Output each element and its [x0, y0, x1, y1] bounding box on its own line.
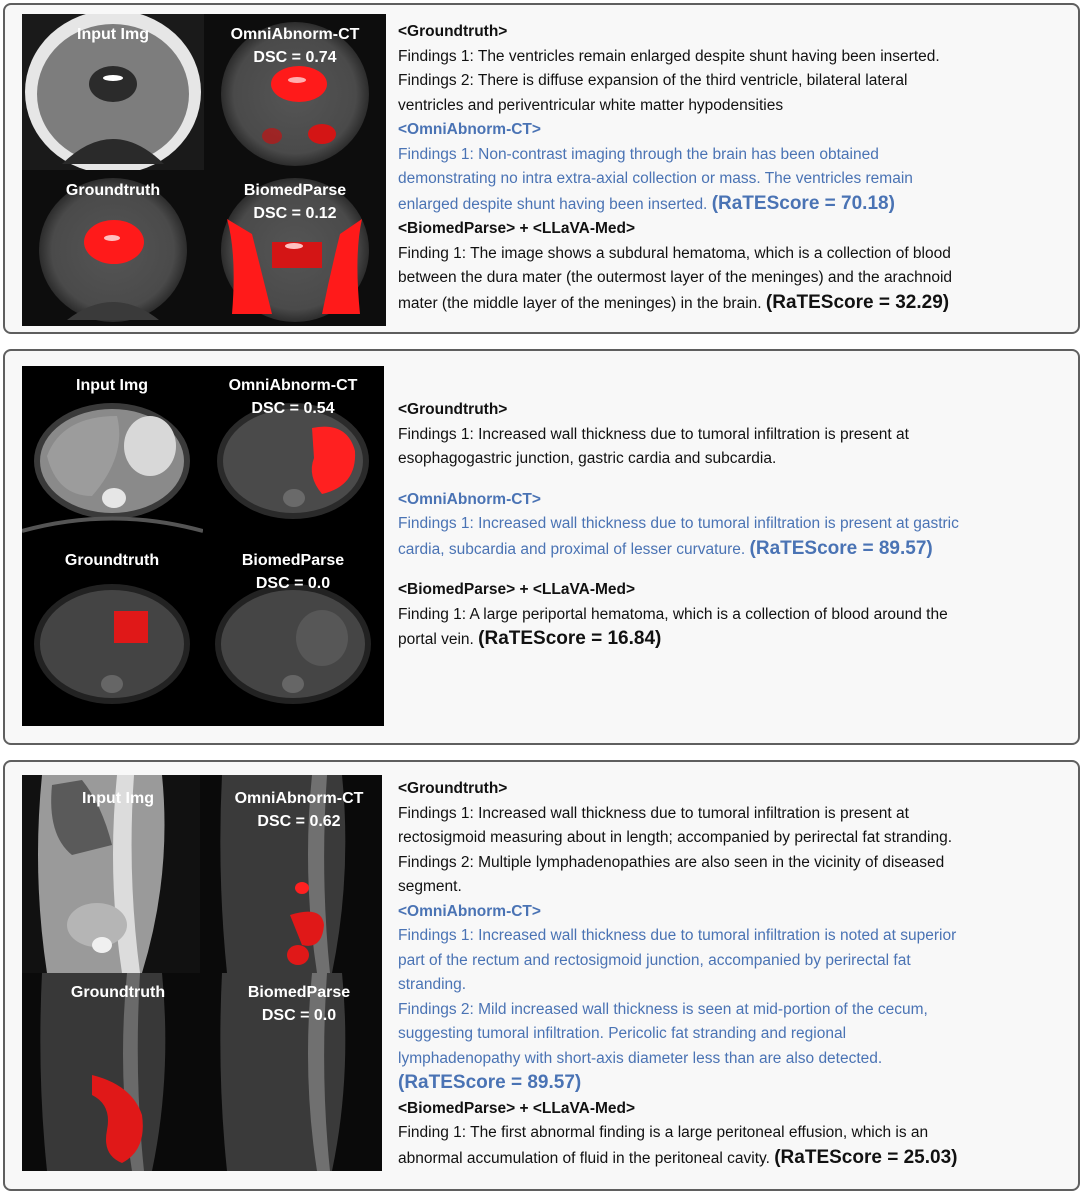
omni-header: <OmniAbnorm-CT>	[398, 902, 541, 920]
omni-line: enlarged despite shunt having been inserted.	[398, 195, 708, 213]
groundtruth-line: Findings 2: There is diffuse expansion of the third ventricle, bilateral lateral	[398, 72, 908, 89]
groundtruth-header: <Groundtruth>	[398, 780, 508, 797]
groundtruth-mask-abdomen	[22, 546, 203, 726]
groundtruth-line: rectosigmoid measuring about in length; accompanied by perirectal fat stranding.	[398, 829, 953, 846]
groundtruth-line: Findings 1: Increased wall thickness due to tumoral infiltration is present at	[398, 425, 909, 443]
omni-ratescore: (RaTEScore = 89.57)	[749, 537, 933, 559]
image-grid-brain	[22, 14, 386, 326]
findings-text-sagittal	[398, 777, 1070, 1171]
findings-text-brain	[398, 20, 1070, 316]
groundtruth-header: <Groundtruth>	[398, 23, 508, 40]
groundtruth-line: Findings 1: The ventricles remain enlarged despite shunt having been inserted.	[398, 47, 940, 65]
omni-line: Findings 1: Increased wall thickness due to tumoral infiltration is present at gastric	[398, 515, 959, 532]
caption-omni-dsc: DSC = 0.62	[257, 813, 341, 830]
omni-line: cardia, subcardia and proximal of lesser curvature.	[398, 540, 746, 558]
findings-text-abdomen	[398, 398, 1070, 653]
caption-biomed: BiomedParse	[243, 182, 347, 199]
caption-biomed-dsc: DSC = 0.0	[261, 1007, 337, 1024]
omni-ratescore: (RaTEScore = 89.57)	[398, 1072, 582, 1093]
caption-omni-dsc: DSC = 0.74	[253, 49, 337, 66]
caption-omni-dsc: DSC = 0.54	[251, 400, 335, 417]
omni-ratescore: (RaTEScore = 70.18)	[711, 192, 895, 214]
biomedparse-ratescore: (RaTEScore = 32.29)	[765, 291, 950, 313]
caption-biomed: BiomedParse	[241, 552, 345, 569]
biomedparse-line: portal vein.	[398, 631, 474, 648]
groundtruth-line: Findings 2: Multiple lymphadenopathies are also seen in the vicinity of diseased	[398, 853, 945, 871]
sagittal-ct-scans	[22, 775, 382, 1171]
caption-biomed-dsc: DSC = 0.0	[255, 575, 331, 592]
caption-groundtruth: Groundtruth	[65, 182, 161, 199]
groundtruth-line: segment.	[398, 878, 462, 895]
omni-line: stranding.	[398, 976, 467, 993]
biomedparse-ratescore: (RaTEScore = 25.03)	[774, 1146, 958, 1168]
caption-omni: OmniAbnorm-CT	[234, 790, 364, 807]
image-grid-abdomen	[22, 366, 384, 726]
groundtruth-line: ventricles and periventricular white matter hypodensities	[398, 96, 784, 114]
biomedparse-ratescore: (RaTEScore = 16.84)	[478, 628, 662, 649]
omni-line: Findings 2: Mild increased wall thickness is seen at mid-portion of the cecum,	[398, 1000, 928, 1018]
groundtruth-header: <Groundtruth>	[398, 401, 508, 418]
omni-line: demonstrating no intra extra-axial collection or mass. The ventricles remain	[398, 170, 913, 187]
caption-biomed: BiomedParse	[247, 984, 351, 1001]
abdomen-ct-scans	[22, 366, 384, 726]
omni-header: <OmniAbnorm-CT>	[398, 121, 541, 138]
case-panel-sagittal	[3, 760, 1080, 1191]
image-grid-sagittal	[22, 775, 382, 1171]
omni-line: part of the rectum and rectosigmoid junction, accompanied by perirectal fat	[398, 951, 911, 969]
biomedparse-line: Finding 1: The first abnormal finding is a large peritoneal effusion, which is an	[398, 1124, 929, 1141]
biomedparse-header: <BiomedParse> + <LLaVA-Med>	[398, 220, 636, 237]
caption-input: Input Img	[76, 377, 148, 394]
omni-line: lymphadenopathy with short-axis diameter less than are also detected.	[398, 1049, 883, 1067]
biomedparse-header: <BiomedParse> + <LLaVA-Med>	[398, 581, 636, 598]
groundtruth-line: esophagogastric junction, gastric cardia and subcardia.	[398, 450, 777, 467]
biomedparse-line: abnormal accumulation of fluid in the peritoneal cavity.	[398, 1149, 770, 1167]
caption-groundtruth: Groundtruth	[64, 552, 160, 569]
caption-input: Input Img	[82, 790, 154, 807]
biomedparse-header: <BiomedParse> + <LLaVA-Med>	[398, 1099, 636, 1117]
case-panel-abdomen	[3, 349, 1080, 745]
biomedparse-line: Finding 1: A large periportal hematoma, which is a collection of blood around the	[398, 605, 948, 623]
omni-line: suggesting tumoral infiltration. Pericolic fat stranding and regional	[398, 1025, 847, 1042]
omni-header: <OmniAbnorm-CT>	[398, 490, 541, 508]
case-panel-brain	[3, 3, 1080, 334]
caption-input: Input Img	[77, 26, 149, 43]
biomedparse-line: Finding 1: The image shows a subdural hematoma, which is a collection of blood	[398, 244, 951, 262]
caption-omni: OmniAbnorm-CT	[230, 26, 360, 43]
biomedparse-line: between the dura mater (the outermost layer of the meninges) and the arachnoid	[398, 269, 953, 286]
omni-line: Findings 1: Non-contrast imaging through the brain has been obtained	[398, 145, 879, 163]
caption-groundtruth: Groundtruth	[70, 984, 166, 1001]
omni-line: Findings 1: Increased wall thickness due to tumoral infiltration is noted at superior	[398, 927, 957, 944]
groundtruth-line: Findings 1: Increased wall thickness due to tumoral infiltration is present at	[398, 804, 909, 822]
caption-biomed-dsc: DSC = 0.12	[253, 205, 337, 222]
biomedparse-line: mater (the middle layer of the meninges) in the brain.	[398, 294, 762, 312]
caption-omni: OmniAbnorm-CT	[228, 377, 358, 394]
